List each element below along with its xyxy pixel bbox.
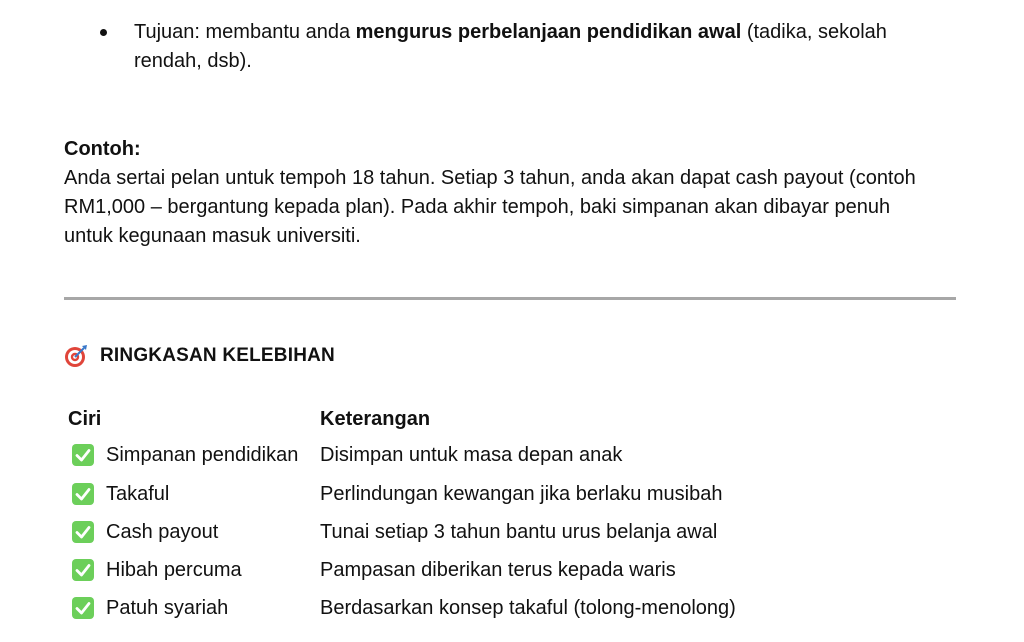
- column-header-description: Keterangan: [320, 408, 431, 430]
- row-description: Tunai setiap 3 tahun bantu urus belanja awal: [320, 521, 718, 543]
- row-description: Perlindungan kewangan jika berlaku musibah: [320, 483, 723, 505]
- row-feature: Hibah percuma: [106, 559, 242, 581]
- check-icon: [72, 521, 94, 543]
- example-title: Contoh:: [64, 138, 141, 160]
- horizontal-divider: [64, 297, 956, 300]
- bullet-prefix: Tujuan: membantu anda: [134, 21, 356, 43]
- row-feature: Patuh syariah: [106, 597, 229, 619]
- check-icon: [72, 597, 94, 619]
- section-heading-text: RINGKASAN KELEBIHAN: [100, 345, 335, 366]
- row-feature: Cash payout: [106, 521, 219, 543]
- column-header-feature: Ciri: [68, 408, 102, 430]
- example-block: [64, 135, 924, 251]
- bullet-text: [134, 18, 944, 76]
- bullet-suffix: (tadika, sekolah rendah, dsb).: [134, 21, 887, 72]
- bullet-bold: mengurus perbelanjaan pendidikan awal: [355, 21, 742, 43]
- row-feature: Simpanan pendidikan: [106, 444, 299, 466]
- table-row: [64, 440, 864, 478]
- table-row: [64, 593, 864, 631]
- check-icon: [72, 559, 94, 581]
- table-row: [64, 479, 864, 517]
- target-icon: [64, 344, 88, 368]
- row-description: Pampasan diberikan terus kepada waris: [320, 559, 676, 581]
- row-description: Disimpan untuk masa depan anak: [320, 444, 623, 466]
- table-row: [64, 517, 864, 555]
- section-heading: [64, 341, 335, 371]
- row-feature: Takaful: [106, 483, 170, 505]
- check-icon: [72, 444, 94, 466]
- check-icon: [72, 483, 94, 505]
- table-row: [64, 555, 864, 593]
- row-description: Berdasarkan konsep takaful (tolong-menolong): [320, 597, 736, 619]
- example-body: Anda sertai pelan untuk tempoh 18 tahun. Setiap 3 tahun, anda akan dapat cash payout (contoh RM1,000 – bergantung kepada plan). Pada akhir tempoh, baki simpanan akan dibayar penuh untuk kegunaan masuk universiti.: [64, 167, 916, 247]
- bullet-dot: [100, 29, 107, 36]
